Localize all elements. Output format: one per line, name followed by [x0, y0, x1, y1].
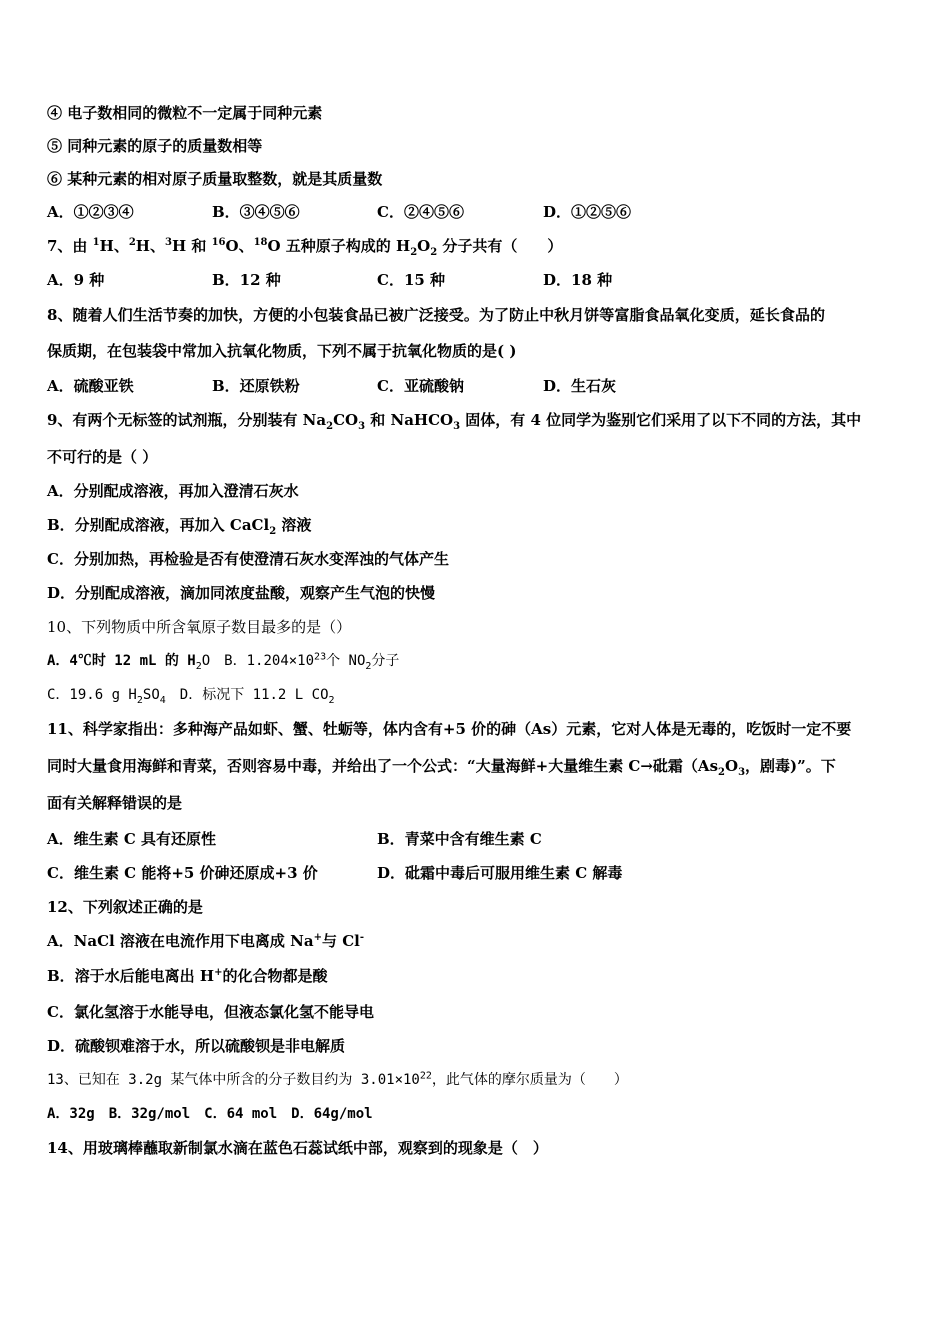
q9-option-d: D．分别配成溶液，滴加同浓度盐酸，观察产生气泡的快慢	[47, 584, 436, 602]
q9-option-c: C．分别加热，再检验是否有使澄清石灰水变浑浊的气体产生	[47, 550, 449, 568]
q10-options-ab: A．4℃时 12 mL 的 $H_2O$ B．$1.204\times 10^{23}$个 $NO_2$分子	[47, 651, 400, 672]
statement-4: ④ 电子数相同的微粒不一定属于同种元素	[47, 104, 323, 122]
q12-option-b: B．溶于水后能电离出 H+的化合物都是酸	[47, 967, 328, 985]
q8-stem-line1: 8、随着人们生活节奏的加快，方便的小包装食品已被广泛接受。为了防止中秋月饼等富脂食品氧化变质，延长食品的	[47, 306, 826, 324]
q12-option-c: C．氯化氢溶于水能导电，但液态氯化氢不能导电	[47, 1003, 374, 1021]
q14-stem: 14、用玻璃棒蘸取新制氯水滴在蓝色石蕊试纸中部，观察到的现象是（ ）	[47, 1139, 548, 1157]
q12-stem: 12、下列叙述正确的是	[47, 898, 203, 916]
q9-option-b: B．分别配成溶液，再加入 CaCl$_2$ 溶液	[47, 516, 312, 537]
q11-stem-line2: 同时大量食用海鲜和青菜，否则容易中毒，并给出了一个公式：“大量海鲜+大量维生素 C→砒霜（$As_2O_3$，剧毒)”。下	[47, 757, 836, 778]
q8-option-c: C．亚硫酸钠	[377, 377, 464, 395]
q7-option-b: B．12 种	[212, 271, 281, 289]
q6-option-b: B．③④⑤⑥	[212, 203, 300, 221]
q7-option-d: D．18 种	[543, 271, 613, 289]
q8-option-a: A．硫酸亚铁	[47, 377, 134, 395]
q11-option-a: A．维生素 C 具有还原性	[47, 830, 217, 848]
q10-stem: 10、下列物质中所含氧原子数目最多的是（）	[47, 618, 352, 636]
q11-option-c: C．维生素 C 能将+5 价砷还原成+3 价	[47, 864, 318, 882]
q9-stem-line1: 9、有两个无标签的试剂瓶，分别装有 $Na_2CO_3$ 和 NaHCO$_3$ 固体，有 4 位同学为鉴别它们采用了以下不同的方法，其中	[47, 411, 862, 432]
q6-option-a: A．①②③④	[47, 203, 134, 221]
q7-option-c: C．15 种	[377, 271, 446, 289]
q12-option-a: A．NaCl 溶液在电流作用下电离成 Na+与 Cl-	[47, 932, 364, 950]
q11-stem-line3: 面有关解释错误的是	[47, 794, 183, 812]
q11-stem-line1: 11、科学家指出：多种海产品如虾、蟹、牡蛎等，体内含有+5 价的砷（As）元素，它对人体是无毒的，吃饭时一定不要	[47, 720, 852, 738]
statement-5: ⑤ 同种元素的原子的质量数相等	[47, 137, 263, 155]
q7-stem: 7、由 $^1$H、$^2$H、$^3$H 和 $^{16}$O、$^{18}$O 五种原子构成的 $H_2O_2$ 分子共有（ ）	[47, 237, 563, 258]
q6-option-c: C．②④⑤⑥	[377, 203, 464, 221]
q9-option-a: A．分别配成溶液，再加入澄清石灰水	[47, 482, 299, 500]
q8-option-d: D．生石灰	[543, 377, 617, 395]
q8-stem-line2: 保质期，在包装袋中常加入抗氧化物质，下列不属于抗氧化物质的是( )	[47, 342, 517, 360]
q8-option-b: B．还原铁粉	[212, 377, 300, 395]
q11-option-b: B．青菜中含有维生素 C	[377, 830, 542, 848]
q11-option-d: D．砒霜中毒后可服用维生素 C 解毒	[377, 864, 623, 882]
q13-stem: 13、已知在 3.2g 某气体中所含的分子数目约为 $3.01\times 10^{22}$，此气体的摩尔质量为（ ）	[47, 1070, 628, 1088]
q12-option-d: D．硫酸钡难溶于水，所以硫酸钡是非电解质	[47, 1037, 346, 1055]
q10-options-cd: C．19.6 g $H_2SO_4$ D．标况下 11.2 L $CO_2$	[47, 687, 335, 706]
statement-6: ⑥ 某种元素的相对原子质量取整数，就是其质量数	[47, 170, 383, 188]
q6-option-d: D．①②⑤⑥	[543, 203, 632, 221]
q9-stem-line2: 不可行的是（ ）	[47, 448, 158, 466]
q7-option-a: A．9 种	[47, 271, 105, 289]
q13-options: A．32g B．32g/mol C．64 mol D．64g/mol	[47, 1106, 373, 1122]
